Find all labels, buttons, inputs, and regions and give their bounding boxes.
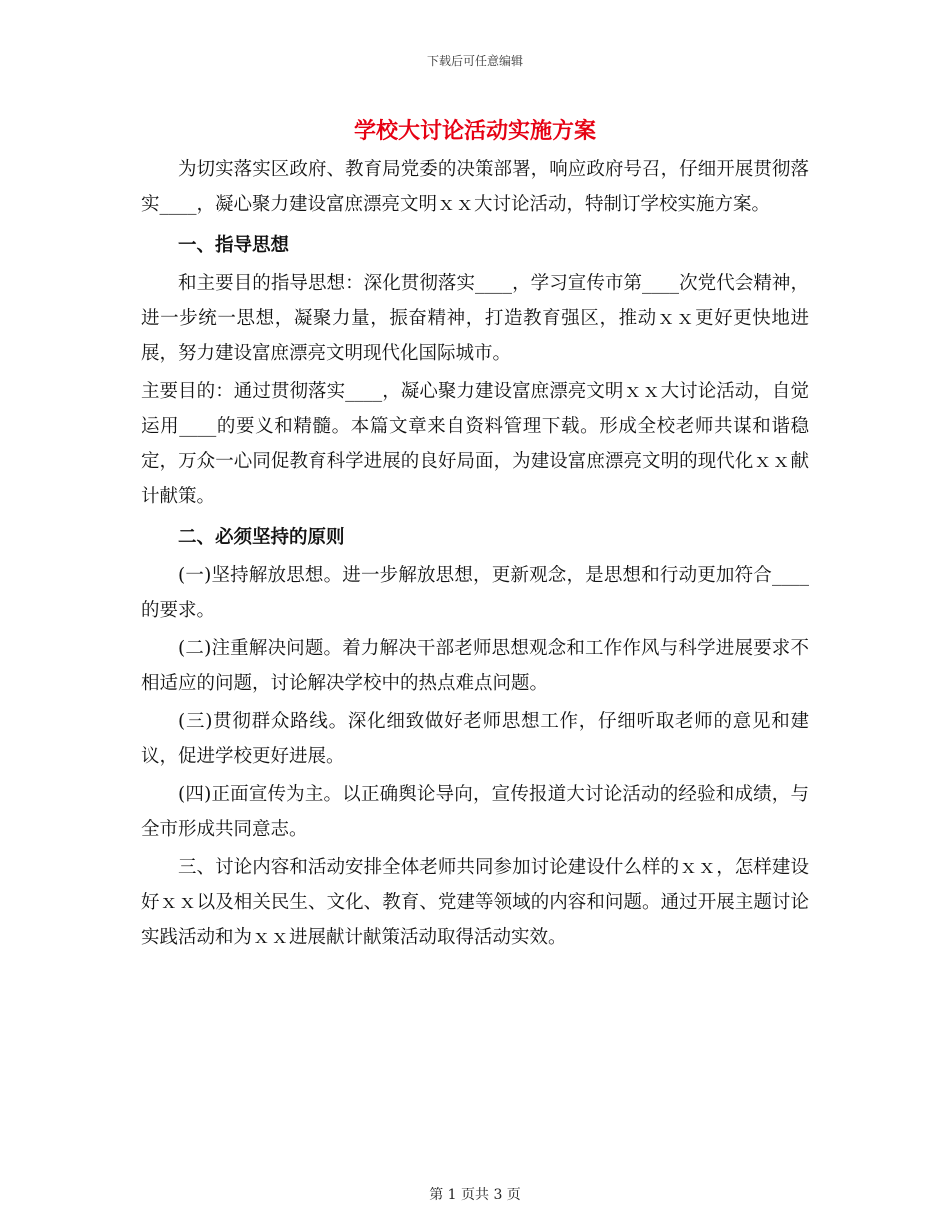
paragraph-guiding-ideology: 和主要目的指导思想：深化贯彻落实____，学习宣传市第____次党代会精神，进一步统一思想，凝聚力量，振奋精神，打造教育强区，推动ｘｘ更好更快地进展，努力建设富庶漂亮文明现代化国际城市。 (141, 273, 809, 364)
section-heading-principles: 二、必须坚持的原则 (178, 527, 345, 548)
document-title: 学校大讨论活动实施方案 (353, 119, 596, 144)
page-header: 下载后可任意编辑 (426, 54, 523, 68)
document-body (141, 152, 809, 958)
intro-paragraph: 为切实落实区政府、教育局党委的决策部署，响应政府号召，仔细开展贯彻落实____，凝心聚力建设富庶漂亮文明ｘｘ大讨论活动，特制订学校实施方案。 (141, 159, 809, 215)
paragraph-main-purpose: 主要目的：通过贯彻落实____，凝心聚力建设富庶漂亮文明ｘｘ大讨论活动，自觉运用____的要义和精髓。本篇文章来自资料管理下载。形成全校老师共谋和谐稳定，万众一心同促教育科学进展的良好局面，为建设富庶漂亮文明的现代化ｘｘ献计献策。 (141, 381, 809, 507)
page-footer: 第 1 页共 3 页 (429, 1187, 521, 1203)
principle-item: (二)注重解决问题。着力解决干部老师思想观念和工作作风与科学进展要求不相适应的问题，讨论解决学校中的热点难点问题。 (141, 638, 809, 694)
section-heading-guiding-ideology: 一、指导思想 (178, 235, 290, 256)
principle-item: (四)正面宣传为主。以正确舆论导向，宣传报道大讨论活动的经验和成绩，与全市形成共同意志。 (141, 784, 809, 840)
principle-item: (三)贯彻群众路线。深化细致做好老师思想工作，仔细听取老师的意见和建议，促进学校更好进展。 (141, 711, 809, 767)
section-discussion-content: 三、讨论内容和活动安排全体老师共同参加讨论建设什么样的ｘｘ，怎样建设好ｘｘ以及相关民生、文化、教育、党建等领域的内容和问题。通过开展主题讨论实践活动和为ｘｘ进展献计献策活动取得活动实效。 (141, 857, 809, 948)
principle-item: (一)坚持解放思想。进一步解放思想，更新观念，是思想和行动更加符合____的要求。 (141, 565, 809, 621)
